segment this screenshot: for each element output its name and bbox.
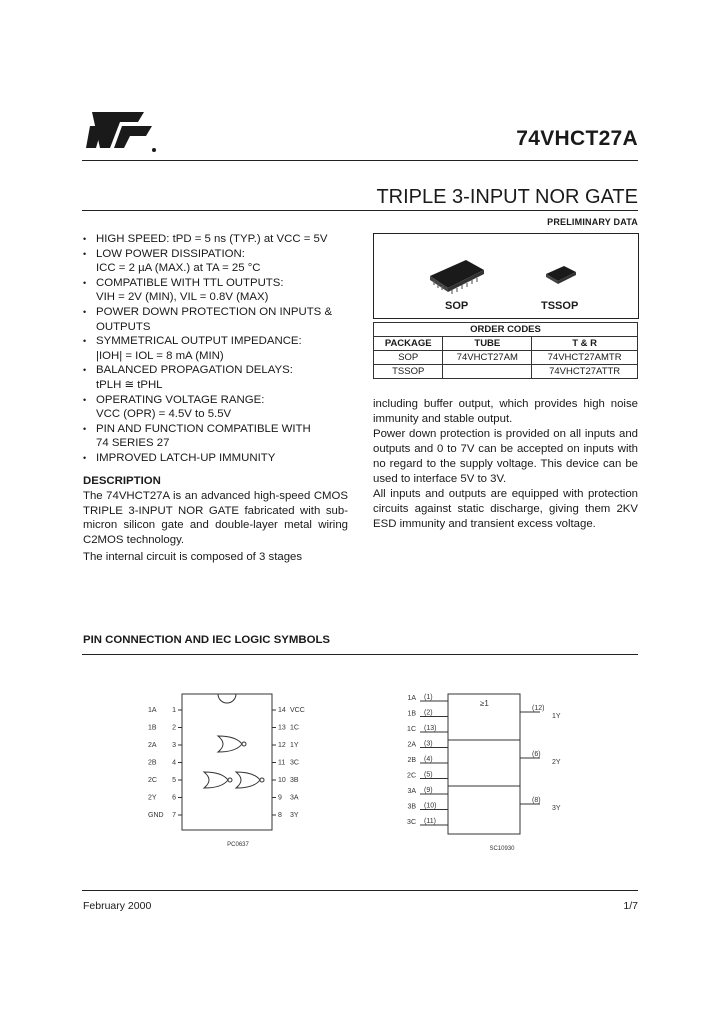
description-paragraph: Power down protection is provided on all inputs and outputs and 0 to 7V can be accepted on inputs with no regard to the supply voltage. This device can be used to interface 5V to 3V. bbox=[373, 428, 638, 485]
iec-logic-symbol bbox=[390, 680, 590, 860]
pin-label: 3A bbox=[290, 794, 299, 802]
feature-item: 74 SERIES 27 bbox=[96, 437, 170, 450]
iec-output-number: (12) bbox=[532, 705, 545, 712]
pin-connection-diagram bbox=[140, 680, 330, 852]
iec-input-number: (13) bbox=[424, 725, 437, 732]
pin-number: 9 bbox=[278, 794, 282, 802]
pin-label: 1Y bbox=[290, 742, 299, 749]
iec-input-label: 3C bbox=[407, 819, 416, 826]
table-cell: TSSOP bbox=[374, 365, 443, 379]
pin-number: 8 bbox=[278, 812, 282, 819]
iec-input-number: (11) bbox=[424, 818, 436, 825]
table-cell: 74VHCT27ATTR bbox=[532, 365, 638, 379]
pin-label: 3Y bbox=[290, 812, 299, 819]
pin-label: 1B bbox=[148, 724, 157, 732]
description-left bbox=[83, 489, 348, 567]
tssop-label: TSSOP bbox=[541, 300, 579, 312]
sop-label: SOP bbox=[445, 300, 469, 312]
iec-input-label: 1C bbox=[407, 726, 416, 733]
iec-output-label: 1Y bbox=[552, 713, 561, 720]
feature-item: • COMPATIBLE WITH TTL OUTPUTS: bbox=[83, 276, 358, 291]
page-title: TRIPLE 3-INPUT NOR GATE bbox=[376, 186, 638, 208]
iec-input-number: (2) bbox=[424, 709, 433, 717]
iec-figure-code: SC10930 bbox=[489, 846, 515, 852]
pin-label: VCC bbox=[290, 707, 305, 714]
pin-label: 2B bbox=[148, 759, 157, 767]
footer-page: 1/7 bbox=[623, 900, 638, 912]
iec-input-number: (1) bbox=[424, 694, 433, 701]
feature-item: • HIGH SPEED: tPD = 5 ns (TYP.) at VCC = 5V bbox=[83, 232, 358, 247]
table-cell: 74VHCT27AMTR bbox=[532, 351, 638, 365]
feature-item: • OPERATING VOLTAGE RANGE: bbox=[83, 393, 358, 408]
iec-input-label: 1B bbox=[407, 710, 416, 718]
feature-item: VCC (OPR) = 4.5V to 5.5V bbox=[96, 408, 232, 421]
iec-input-number: (3) bbox=[424, 740, 433, 748]
iec-input-label: 2C bbox=[407, 772, 416, 780]
pin-number: 2 bbox=[172, 724, 176, 732]
iec-symbol-label: ≥1 bbox=[480, 699, 489, 708]
feature-item: tPLH ≅ tPHL bbox=[96, 378, 163, 391]
table-row bbox=[374, 365, 638, 379]
pin-label: 3B bbox=[290, 777, 299, 784]
pin-label: GND bbox=[148, 812, 164, 819]
pin-label: 2A bbox=[148, 742, 157, 749]
tssop-package-icon bbox=[544, 262, 578, 288]
iec-input-label: 2B bbox=[407, 757, 416, 764]
pin-number: 6 bbox=[172, 794, 176, 802]
iec-input-number: (9) bbox=[424, 787, 433, 794]
feature-item: VIH = 2V (MIN), VIL = 0.8V (MAX) bbox=[96, 291, 269, 304]
feature-item: ICC = 2 µA (MAX.) at TA = 25 °C bbox=[96, 262, 261, 275]
header-rule bbox=[82, 160, 638, 161]
order-codes-table bbox=[373, 322, 638, 379]
feature-item: • SYMMETRICAL OUTPUT IMPEDANCE: bbox=[83, 334, 358, 349]
pin-label: 2Y bbox=[148, 794, 157, 802]
table-cell bbox=[443, 365, 532, 379]
iec-input-number: (10) bbox=[424, 802, 437, 810]
pin-number: 12 bbox=[278, 742, 286, 749]
iec-input-number: (4) bbox=[424, 756, 433, 763]
feature-item: • POWER DOWN PROTECTION ON INPUTS & bbox=[83, 305, 358, 320]
description-paragraph: The internal circuit is composed of 3 stages bbox=[83, 550, 303, 563]
table-row bbox=[374, 351, 638, 365]
iec-output-label: 2Y bbox=[552, 759, 561, 766]
table-header: TUBE bbox=[443, 337, 532, 351]
table-header: PACKAGE bbox=[374, 337, 443, 351]
pin-number: 4 bbox=[172, 759, 176, 767]
feature-item: • IMPROVED LATCH-UP IMMUNITY bbox=[83, 451, 358, 466]
pin-section-rule bbox=[82, 654, 638, 655]
pin-label: 1C bbox=[290, 724, 299, 732]
footer-rule bbox=[82, 890, 638, 891]
iec-output-number: (8) bbox=[532, 797, 541, 804]
pin-number: 1 bbox=[172, 707, 176, 714]
description-paragraph: The 74VHCT27A is an advanced high-speed CMOS TRIPLE 3-INPUT NOR GATE fabricated with sub-micron silicon gate and double-layer metal wiring C2MOS technology. bbox=[83, 490, 348, 547]
part-number: 74VHCT27A bbox=[516, 127, 638, 150]
description-heading: DESCRIPTION bbox=[83, 475, 161, 487]
features-list bbox=[83, 232, 358, 466]
pin-number: 7 bbox=[172, 812, 176, 819]
pin-number: 13 bbox=[278, 724, 286, 732]
feature-item: OUTPUTS bbox=[96, 320, 151, 333]
description-right bbox=[373, 397, 638, 532]
description-paragraph: All inputs and outputs are equipped with protection circuits against static discharge, giving them 2KV ESD immunity and transient excess voltage. bbox=[373, 488, 638, 530]
pin-number: 5 bbox=[172, 777, 176, 784]
pin-label: 2C bbox=[148, 777, 157, 784]
order-codes-title: ORDER CODES bbox=[374, 323, 638, 337]
package-box bbox=[373, 233, 639, 319]
iec-input-label: 1A bbox=[407, 695, 416, 702]
iec-input-label: 3B bbox=[407, 803, 416, 811]
sop-package-icon bbox=[426, 254, 486, 296]
table-header: T & R bbox=[532, 337, 638, 351]
st-logo bbox=[86, 104, 164, 156]
title-rule bbox=[82, 210, 638, 211]
feature-item: • PIN AND FUNCTION COMPATIBLE WITH bbox=[83, 422, 358, 437]
iec-input-label: 3A bbox=[407, 788, 416, 795]
iec-input-label: 2A bbox=[407, 741, 416, 749]
feature-item: • LOW POWER DISSIPATION: bbox=[83, 247, 358, 262]
preliminary-label: PRELIMINARY DATA bbox=[547, 217, 638, 227]
pin-number: 3 bbox=[172, 742, 176, 749]
feature-item: • BALANCED PROPAGATION DELAYS: bbox=[83, 363, 358, 378]
pin-number: 10 bbox=[278, 777, 286, 784]
pin-label: 3C bbox=[290, 759, 299, 767]
pin-figure-code: PC0637 bbox=[227, 842, 249, 848]
footer-date: February 2000 bbox=[83, 900, 152, 912]
pin-section-heading: PIN CONNECTION AND IEC LOGIC SYMBOLS bbox=[83, 634, 331, 646]
iec-input-number: (5) bbox=[424, 771, 433, 779]
table-cell: 74VHCT27AM bbox=[443, 351, 532, 365]
pin-number: 11 bbox=[278, 759, 286, 767]
pin-number: 14 bbox=[278, 707, 286, 714]
description-paragraph: including buffer output, which provides high noise immunity and stable output. bbox=[373, 398, 638, 425]
pin-label: 1A bbox=[148, 707, 157, 714]
feature-item: |IOH| = IOL = 8 mA (MIN) bbox=[96, 349, 224, 362]
iec-output-label: 3Y bbox=[552, 805, 561, 812]
table-cell: SOP bbox=[374, 351, 443, 365]
iec-output-number: (6) bbox=[532, 751, 541, 758]
